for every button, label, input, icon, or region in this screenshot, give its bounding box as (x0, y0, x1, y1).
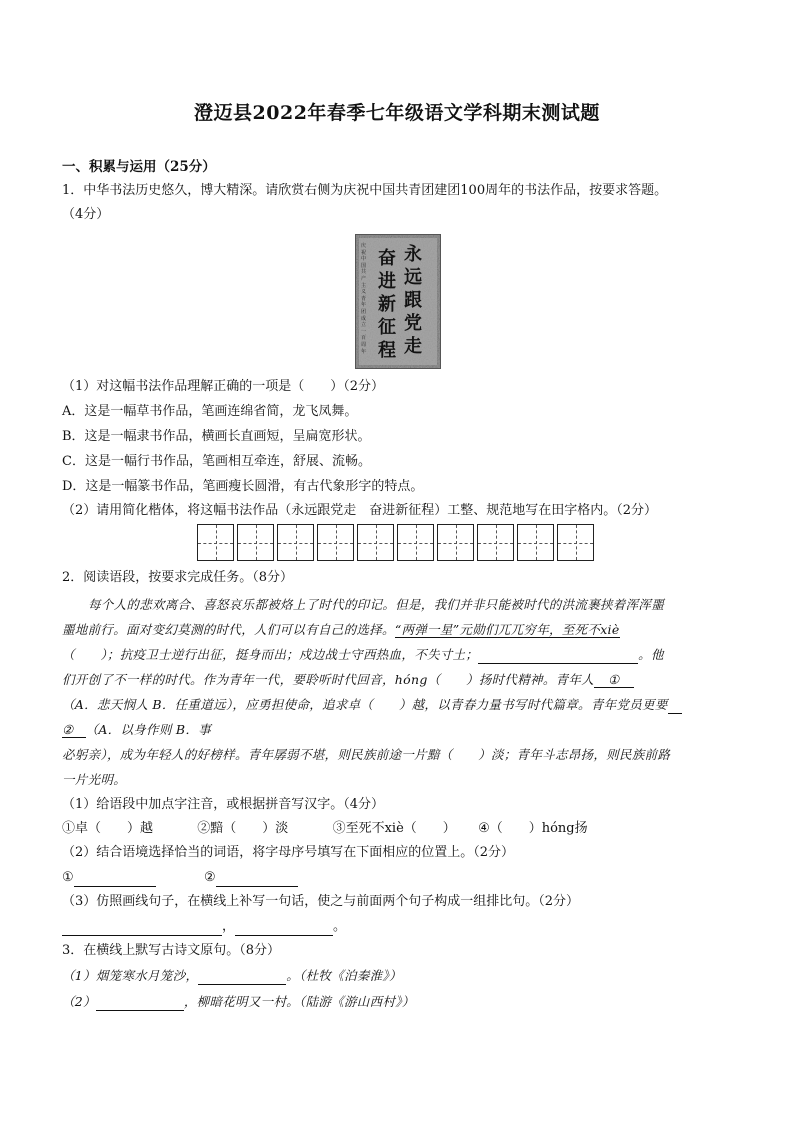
item-1: ①卓（ ）越 (62, 821, 154, 836)
item-3: ③至死不xiè（ ） (332, 821, 456, 836)
q1-stem: 1．中华书法历史悠久，博大精深。请欣赏右侧为庆祝中国共青团建团100周年的书法作品，按要求答题。 (62, 183, 668, 198)
punctuation: 。 (333, 919, 347, 934)
section-heading: 一、积累与运用（25分） (62, 159, 216, 175)
grid-cell[interactable] (397, 524, 434, 561)
q2-sub1: （1）给语段中加点字注音，或根据拼音写汉字。（4分） (62, 797, 385, 812)
grid-cell[interactable] (517, 524, 554, 561)
option-d: D．这是一幅篆书作品，笔画瘦长圆滑，有古代象形字的特点。 (62, 479, 424, 494)
calligraphy-column-1: 永远跟党走 (404, 244, 422, 357)
q2-sub1-items (62, 820, 742, 838)
answer-blank-2[interactable] (216, 872, 298, 887)
calligraphy-inscription: 庆祝中国共产主义青年团成立一百周年 (361, 243, 367, 355)
grid-cell[interactable] (357, 524, 394, 561)
tianzige-grid[interactable] (197, 524, 597, 561)
poem-text: （2） (62, 994, 96, 1009)
passage-line-1: 每个人的悲欢离合、喜怒哀乐都被烙上了时代的印记。但是，我们并非只能被时代的洪流裹挟着浑浑噩 (88, 597, 665, 612)
poem-blank-2[interactable] (96, 996, 184, 1011)
underlined-sentence: “两弹一星”元勋们兀兀穷年，至死不xiè (394, 622, 620, 637)
grid-cell[interactable] (277, 524, 314, 561)
q3-stem: 3．在横线上默写古诗文原句。（8分） (62, 943, 281, 958)
answer-blank-1[interactable] (74, 872, 156, 887)
q2-sub3-answer (62, 918, 742, 936)
q1-sub1: （1）对这幅书法作品理解正确的一项是（ ）（2分） (62, 379, 385, 394)
q1-points: （4分） (62, 207, 110, 222)
grid-cell[interactable] (557, 524, 594, 561)
poem-line-1 (62, 967, 742, 985)
poem-source: ，柳暗花明又一村。（陆游《游山西村》） (183, 994, 415, 1009)
blank-1[interactable]: ① (594, 672, 634, 688)
grid-cell[interactable] (237, 524, 274, 561)
poem-text: （1）烟笼寒水月笼沙， (62, 968, 199, 983)
grid-cell[interactable] (197, 524, 234, 561)
sentence-blank-1[interactable] (62, 921, 222, 936)
passage-text: 噩地前行。面对变幻莫测的时代，人们可以有自己的选择。 (62, 622, 395, 637)
calligraphy-artwork (356, 235, 440, 368)
page-title: 澄迈县2022年春季七年级语文学科期末测试题 (194, 102, 600, 124)
poem-source: 。（杜牧《泊秦淮》） (286, 968, 402, 983)
fill-blank[interactable] (478, 649, 638, 664)
calligraphy-image (355, 234, 441, 369)
answer-label-1: ① (62, 870, 74, 885)
fill-blank[interactable] (668, 699, 682, 714)
option-b: B．这是一幅隶书作品，横画长直画短，呈扁宽形状。 (62, 429, 371, 444)
passage-line-8: 一片光明。 (62, 772, 127, 787)
passage-line-5 (62, 696, 742, 714)
q1-sub2: （2）请用简化楷体，将这幅书法作品（永远跟党走 奋进新征程）工整、规范地写在田字格内。（2分） (62, 503, 658, 518)
passage-text: 们开创了不一样的时代。作为青年一代，要聆听时代回音，hóng（ ）扬时代精神。青年人 (62, 672, 595, 687)
item-4: ④（ ）hóng扬 (478, 821, 588, 836)
poem-blank-1[interactable] (198, 970, 286, 985)
passage-text: （A．以身作则 B．事 (85, 722, 212, 737)
item-2: ②黯（ ）淡 (197, 821, 289, 836)
q2-sub3: （3）仿照画线句子，在横线上补写一句话，使之与前面两个句子构成一组排比句。（2分） (62, 894, 580, 909)
q2-sub2-answers (62, 869, 742, 887)
passage-text: （ ）；抗疫卫士逆行出征，挺身而出；戍边战士守西热血，不失寸土； (62, 647, 479, 662)
passage-line-7: 必躬亲），成为年轻人的好榜样。青年孱弱不堪，则民族前途一片黯（ ）淡；青年斗志昂扬，则民族前路 (62, 747, 671, 762)
answer-label-2: ② (203, 870, 216, 885)
sentence-blank-2[interactable] (235, 921, 333, 936)
grid-cell[interactable] (477, 524, 514, 561)
passage-line-3 (62, 646, 742, 664)
calligraphy-column-2: 奋进新征程 (378, 248, 396, 361)
passage-text: （A．悲天悯人 B．任重道远），应勇担使命，追求卓（ ）越，以青春力量书写时代篇章。青年党员更要 (62, 697, 668, 712)
poem-line-2 (62, 993, 742, 1011)
punctuation: ， (222, 919, 236, 934)
passage-line-6 (62, 721, 742, 739)
passage-text: 。他 (638, 647, 664, 662)
passage-line-4 (62, 671, 742, 689)
blank-2[interactable]: ② (62, 722, 86, 738)
option-c: C．这是一幅行书作品，笔画相互牵连，舒展、流畅。 (62, 454, 371, 469)
option-a: A．这是一幅草书作品，笔画连绵省简，龙飞凤舞。 (62, 404, 358, 419)
passage-line-2 (62, 621, 742, 639)
grid-cell[interactable] (437, 524, 474, 561)
q2-stem: 2．阅读语段，按要求完成任务。（8分） (62, 570, 294, 585)
q2-sub2: （2）结合语境选择恰当的词语，将字母序号填写在下面相应的位置上。（2分） (62, 845, 515, 860)
grid-cell[interactable] (317, 524, 354, 561)
